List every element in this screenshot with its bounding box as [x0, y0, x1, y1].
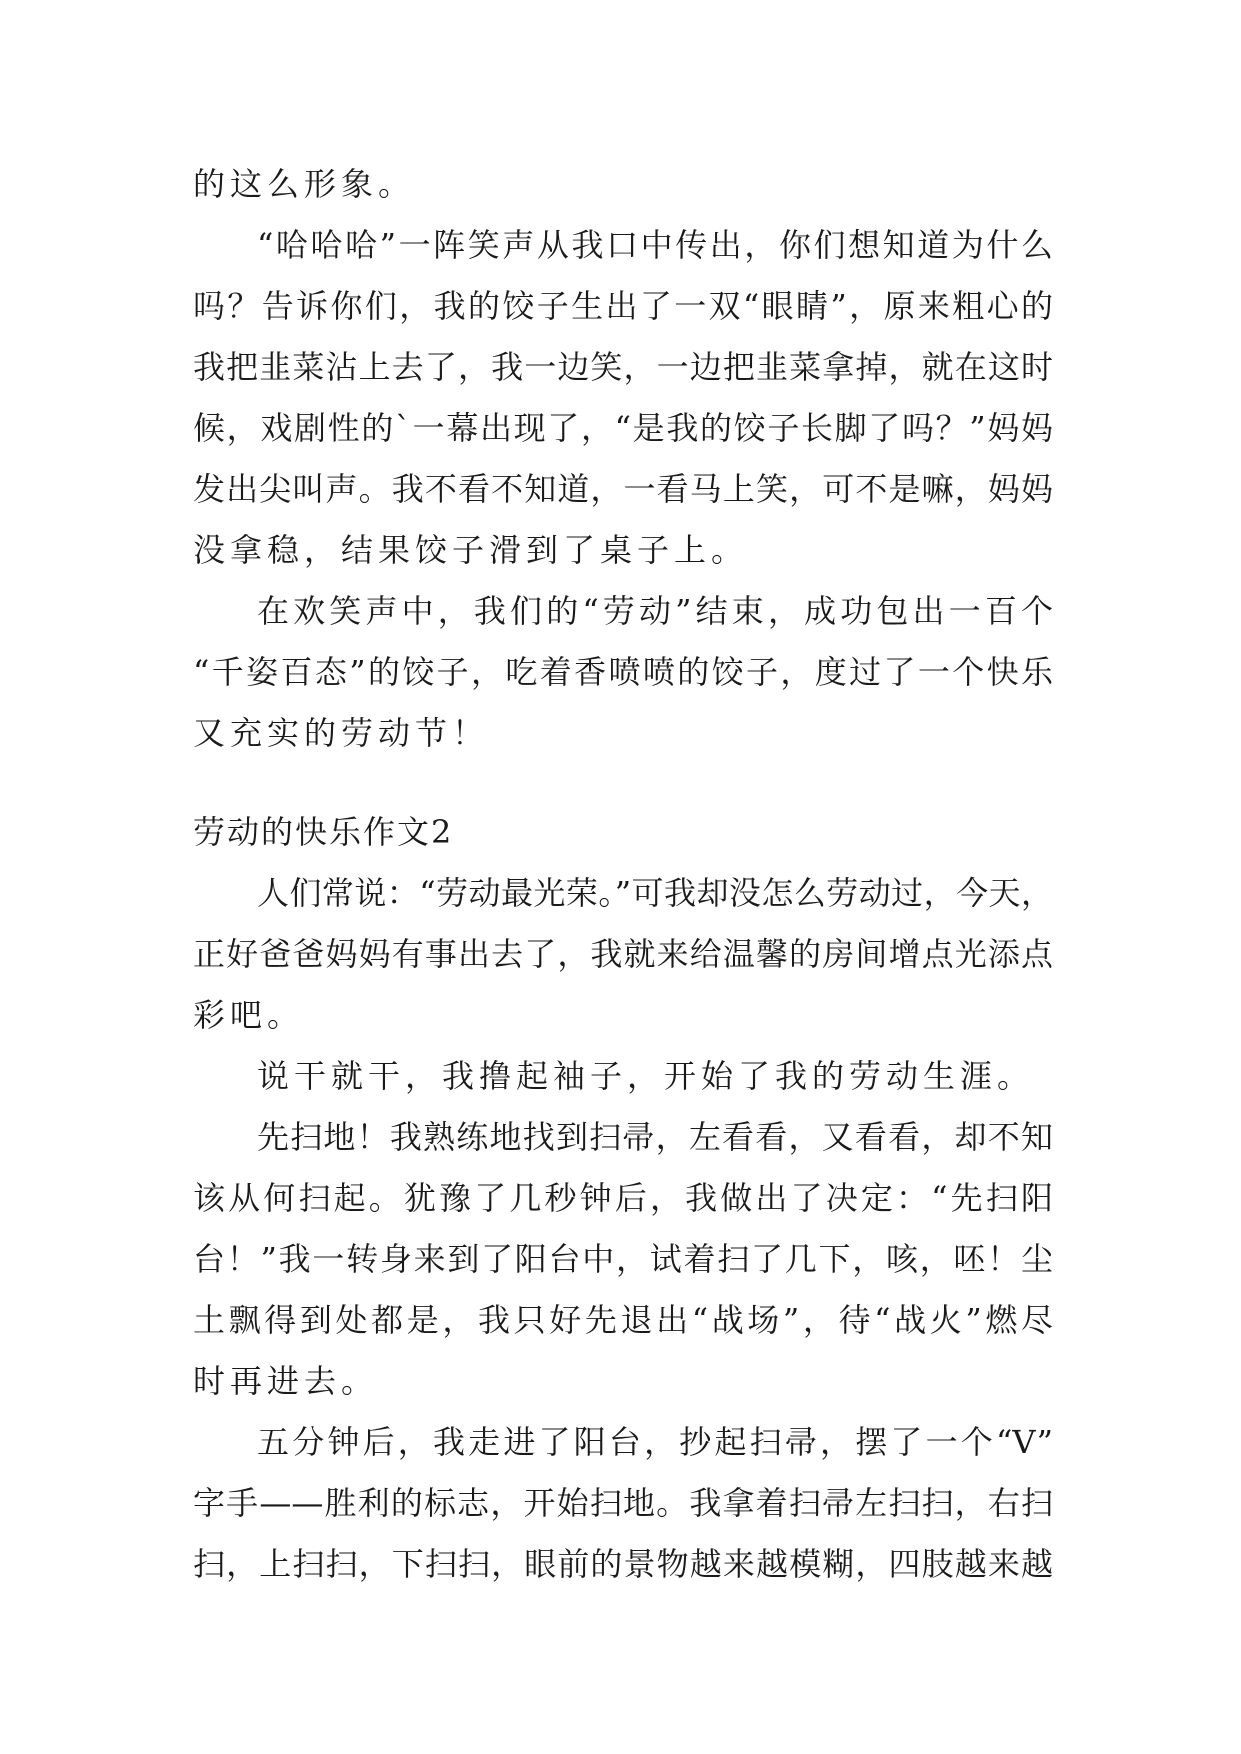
paragraph-line: 时再进去。	[193, 1362, 379, 1400]
paragraph-line: 发出尖叫声。我不看不知道，一看马上笑，可不是嘛，妈妈	[193, 470, 1053, 508]
paragraph-line: 说干就干，我撸起袖子，开始了我的劳动生涯。	[257, 1057, 1035, 1095]
paragraph-line: 字手——胜利的标志，开始扫地。我拿着扫帚左扫扫，右扫	[193, 1484, 1053, 1522]
paragraph-line: 人们常说：“劳动最光荣。”可我却没怎么劳动过，今天，	[257, 874, 1053, 912]
paragraph-line: 台！”我一转身来到了阳台中，试着扫了几下，咳，呸！尘	[193, 1240, 1053, 1278]
paragraph-line: 先扫地！我熟练地找到扫帚，左看看，又看看，却不知	[257, 1118, 1053, 1156]
paragraph-line: 正好爸爸妈妈有事出去了，我就来给温馨的房间增点光添点	[193, 935, 1053, 973]
paragraph-line: 在欢笑声中，我们的“劳动”结束，成功包出一百个	[257, 592, 1053, 630]
paragraph-line: 该从何扫起。犹豫了几秒钟后，我做出了决定：“先扫阳	[193, 1179, 1053, 1217]
paragraph-line: “千姿百态”的饺子，吃着香喷喷的饺子，度过了一个快乐	[193, 653, 1053, 691]
paragraph-line: “哈哈哈”一阵笑声从我口中传出，你们想知道为什么	[257, 226, 1053, 264]
paragraph-line: 没拿稳，结果饺子滑到了桌子上。	[193, 531, 749, 569]
section-heading: 劳动的快乐作文2	[193, 813, 454, 851]
paragraph-line: 又充实的劳动节！	[193, 714, 490, 752]
paragraph-line: 吗？告诉你们，我的饺子生出了一双“眼睛”，原来粗心的	[193, 287, 1053, 325]
paragraph-line: 五分钟后，我走进了阳台，抄起扫帚，摆了一个“V”	[257, 1423, 1053, 1461]
paragraph-line: 土飘得到处都是，我只好先退出“战场”，待“战火”燃尽	[193, 1301, 1053, 1339]
paragraph-line: 彩吧。	[193, 996, 305, 1034]
paragraph-line: 的这么形象。	[193, 165, 416, 203]
paragraph-line: 扫，上扫扫，下扫扫，眼前的景物越来越模糊，四肢越来越	[193, 1545, 1053, 1583]
paragraph-line: 我把韭菜沾上去了，我一边笑，一边把韭菜拿掉，就在这时	[193, 348, 1053, 386]
paragraph-line: 候，戏剧性的`一幕出现了，“是我的饺子长脚了吗？”妈妈	[193, 409, 1053, 447]
